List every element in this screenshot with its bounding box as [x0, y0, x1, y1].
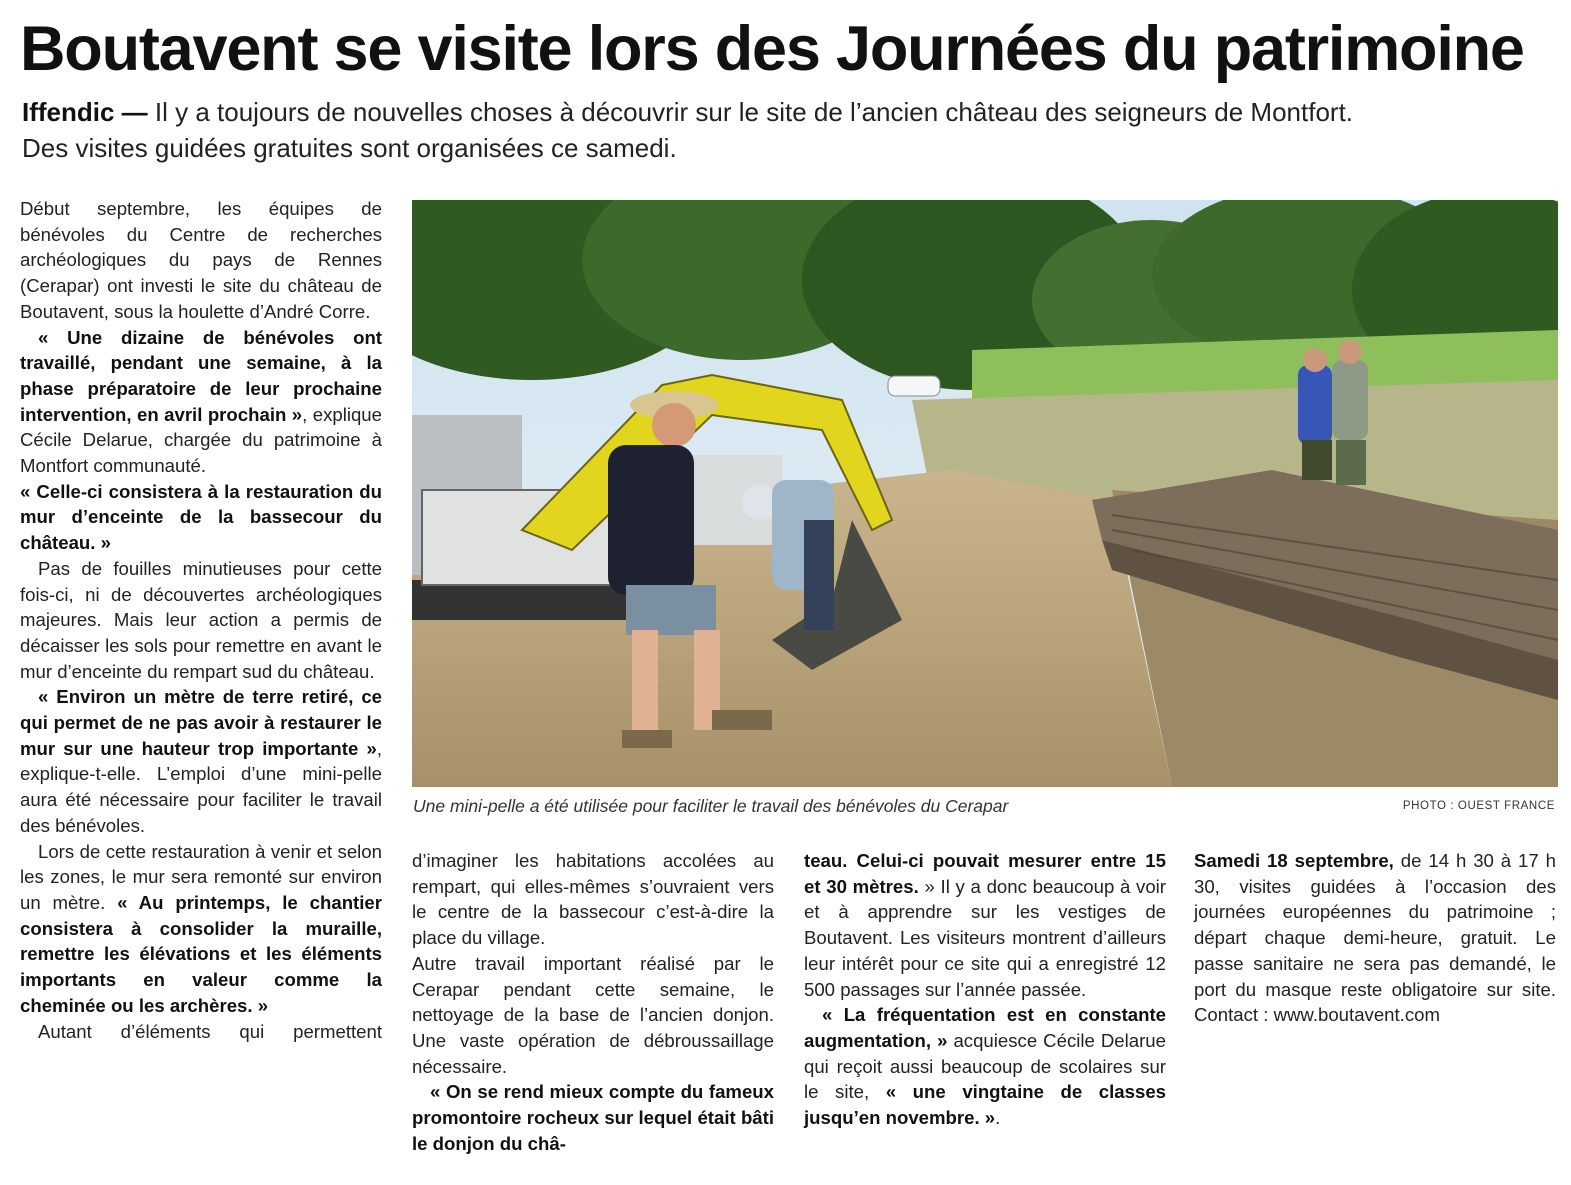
- text: Lors de cette restauration à venir et selon les zones, le mur sera remonté sur environ un mètre.: [20, 840, 382, 913]
- paragraph: Début septembre, les équipes de bénévoles du Centre de recherches archéologiques du pays de Rennes (Cerapar) ont investi le site du château de Boutavent, sous la houlette d’André Corre.: [20, 198, 382, 322]
- paragraph: d’imaginer les habitations accolées au rempart, qui elles-mêmes s’ouvraient vers le centre de la bassecour c’est-à-dire la place du village.: [412, 850, 774, 949]
- paragraph: Autant d’éléments qui permettent: [38, 1020, 382, 1042]
- paragraph: [804, 1002, 1166, 1131]
- paragraph: [20, 839, 382, 1019]
- paragraph: [1194, 848, 1556, 1028]
- article-photo: [412, 200, 1558, 787]
- photo-credit: PHOTO : OUEST FRANCE: [1402, 800, 1555, 812]
- text: , explique Cécile Delarue, chargée du patrimoine à Montfort communauté.: [20, 403, 382, 477]
- paragraph: Autre travail important réalisé par le Cerapar pendant cette semaine, le nettoyage de la base de l’ancien donjon. Une vaste opération de débroussaillage nécessaire.: [412, 952, 774, 1077]
- paragraph: [20, 684, 382, 838]
- quote: « Au printemps, le chantier consistera à consolider la muraille, remettre les élévations et les éléments importants en valeur comme la cheminée ou les archères. »: [20, 891, 382, 1016]
- quote: « une vingtaine de classes jusqu’en novembre. »: [804, 1081, 1167, 1129]
- photo-caption: Une mini-pelle a été utilisée pour faciliter le travail des bénévoles du Cerapar: [413, 796, 1009, 816]
- text: .: [995, 1107, 1001, 1129]
- photo-illustration: [412, 200, 1558, 787]
- headline: Boutavent se visite lors des Journées du patrimoine: [20, 14, 1524, 84]
- column-2: [412, 848, 774, 1156]
- column-3: [804, 848, 1166, 1131]
- text: , explique-t-elle. L’emploi d’une mini-pelle aura été nécessaire pour faciliter le travail des bénévoles.: [20, 737, 382, 836]
- quote: « Environ un mètre de terre retiré, ce qui permet de ne pas avoir à restaurer le mur sur une hauteur trop importante »: [20, 686, 382, 759]
- event-date: Samedi 18 septembre,: [1194, 850, 1394, 871]
- dateline-place: Iffendic —: [22, 97, 148, 127]
- chapo: [22, 94, 1402, 166]
- text: de 14 h 30 à 17 h 30, visites guidées à l’occasion des journées européennes du patrimoine ; départ chaque demi-heure, gratuit. Le passe sanitaire ne sera pas demandé, le port du masque reste obligatoire sur site. Contact : www.boutavent.com: [1194, 850, 1556, 1026]
- quote: teau. Celui-ci pouvait mesurer entre 15 et 30 mètres.: [804, 850, 1166, 897]
- paragraph: [20, 325, 382, 479]
- quote: « On se rend mieux compte du fameux promontoire rocheux sur lequel était bâti le donjon du châ-: [412, 1081, 774, 1154]
- text: » Il y a donc beaucoup à voir et à apprendre sur les vestiges de Boutavent. Les visiteurs montrent d’ailleurs leur intérêt pour ce site qui a enregistré 12 500 passages sur l’année passée.: [804, 875, 1166, 1000]
- text: acquiesce Cécile Delarue qui reçoit aussi beaucoup de scolaires sur le site,: [804, 1029, 1166, 1103]
- column-4-practical-info: [1194, 848, 1556, 1028]
- quote: « Celle-ci consistera à la restauration du mur d’enceinte de la bassecour du château. »: [20, 480, 382, 554]
- quote: « La fréquentation est en constante augmentation, »: [804, 1004, 1166, 1051]
- paragraph: [412, 1079, 774, 1156]
- paragraph: Pas de fouilles minutieuses pour cette fois-ci, ni de découvertes archéologiques majeures. Mais leur action a permis de décaisser les sols pour remettre en avant le mur d’enceinte du rempart sud du château.: [20, 557, 382, 682]
- chapo-text: Il y a toujours de nouvelles choses à découvrir sur le site de l’ancien château des seigneurs de Montfort. Des visites guidées gratuites sont organisées ce samedi.: [22, 97, 1354, 163]
- paragraph: [20, 479, 382, 556]
- quote: « Une dizaine de bénévoles ont travaillé, pendant une semaine, à la phase préparatoire de leur prochaine intervention, en avril prochain »: [20, 326, 382, 425]
- column-1: [20, 196, 382, 1044]
- paragraph: [804, 848, 1166, 1002]
